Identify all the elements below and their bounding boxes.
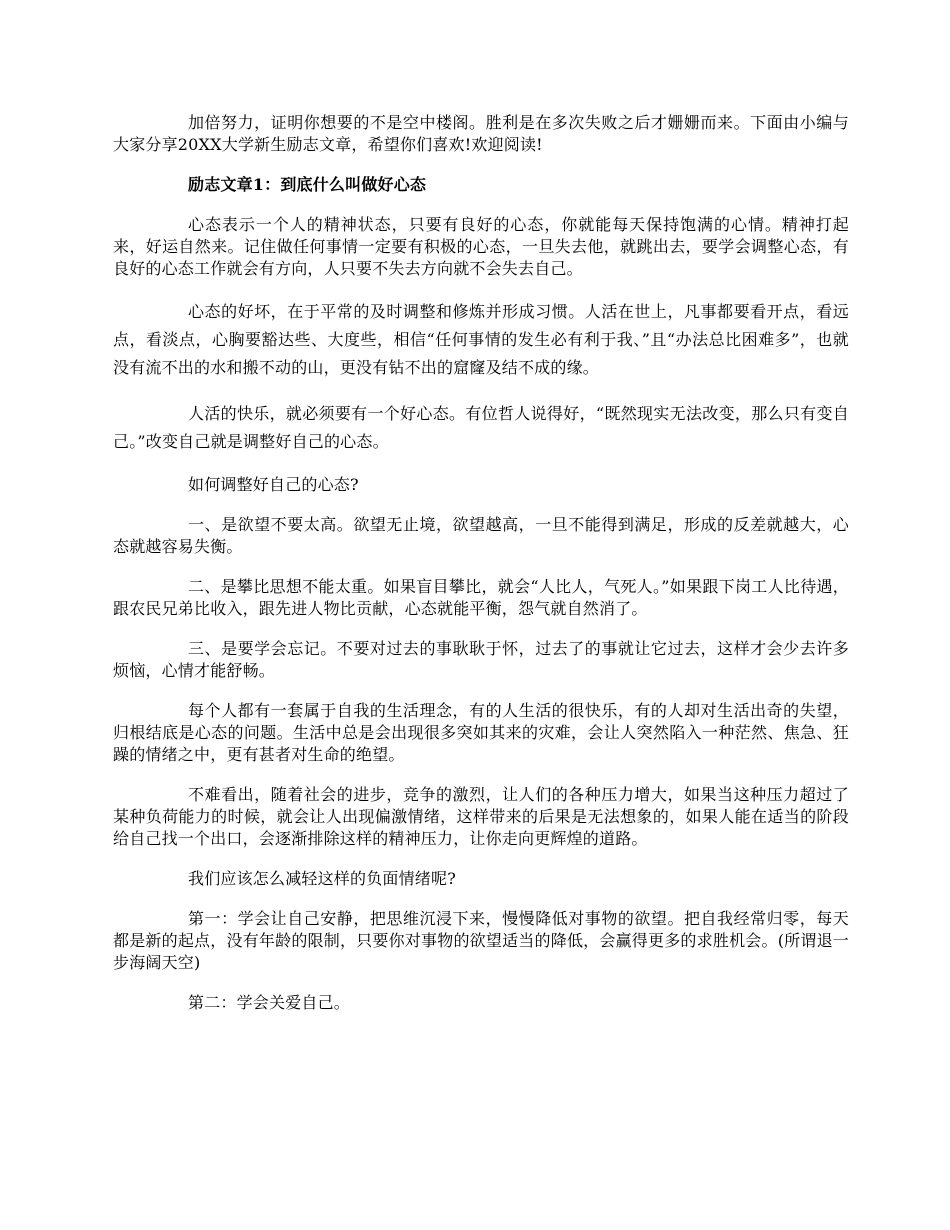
intro-paragraph: 加倍努力，证明你想要的不是空中楼阁。胜利是在多次失败之后才姗姗而来。下面由小编与大家分享20XX大学新生励志文章，希望你们喜欢!欢迎阅读! [113, 113, 849, 154]
list-item-paragraph: 第一：学会让自己安静，把思维沉浸下来，慢慢降低对事物的欲望。把自我经常归零，每天都是新的起点，没有年龄的限制，只要你对事物的欲望适当的降低，会赢得更多的求胜机会。(所谓退一步海阔天空) [113, 909, 849, 972]
body-paragraph: 每个人都有一套属于自我的生活理念，有的人生活的很快乐，有的人却对生活出奇的失望，归根结底是心态的问题。生活中总是会出现很多突如其来的灾难，会让人突然陷入一种茫然、焦急、狂躁的情绪之中，更有甚者对生命的绝望。 [113, 701, 849, 764]
list-item-paragraph: 第二：学会关爱自己。 [188, 993, 351, 1012]
body-paragraph: 不难看出，随着社会的进步，竞争的激烈，让人们的各种压力增大，如果当这种压力超过了某种负荷能力的时候，就会让人出现偏激情绪，这样带来的后果是无法想象的，如果人能在适当的阶段给自己找一个出口，会逐渐排除这样的精神压力，让你走向更辉煌的道路。 [113, 785, 849, 848]
list-item-paragraph: 一、是欲望不要太高。欲望无止境，欲望越高，一旦不能得到满足，形成的反差就越大，心态就越容易失衡。 [113, 515, 849, 556]
body-paragraph: 人活的快乐，就必须要有一个好心态。有位哲人说得好，“既然现实无法改变，那么只有变自己。”改变自己就是调整好自己的心态。 [113, 404, 849, 451]
document-page [113, 112, 849, 1032]
list-item-paragraph: 二、是攀比思想不能太重。如果盲目攀比，就会“人比人，气死人。”如果跟下岗工人比待遇，跟农民兄弟比收入，跟先进人物比贡献，心态就能平衡，怨气就自然消了。 [113, 577, 849, 618]
list-item-paragraph: 三、是要学会忘记。不要对过去的事耿耿于怀，过去了的事就让它过去，这样才会少去许多烦恼，心情才能舒畅。 [113, 639, 849, 680]
subheading-question: 如何调整好自己的心态? [188, 475, 359, 494]
body-paragraph: 心态的好坏，在于平常的及时调整和修炼并形成习惯。人活在世上，凡事都要看开点，看远点，看淡点，心胸要豁达些、大度些，相信“任何事情的发生必有利于我、”且“办法总比困难多”，也就没有流不出的水和搬不动的山，更没有钻不出的窟窿及结不成的缘。 [113, 302, 849, 377]
body-paragraph: 心态表示一个人的精神状态，只要有良好的心态，你就能每天保持饱满的心情。精神打起来，好运自然来。记住做任何事情一定要有积极的心态，一旦失去他，就跳出去，要学会调整心态，有良好的心态工作就会有方向，人只要不失去方向就不会失去自己。 [113, 215, 849, 278]
subheading-question: 我们应该怎么减轻这样的负面情绪呢? [188, 869, 456, 888]
article-heading: 励志文章1：到底什么叫做好心态 [188, 175, 427, 194]
